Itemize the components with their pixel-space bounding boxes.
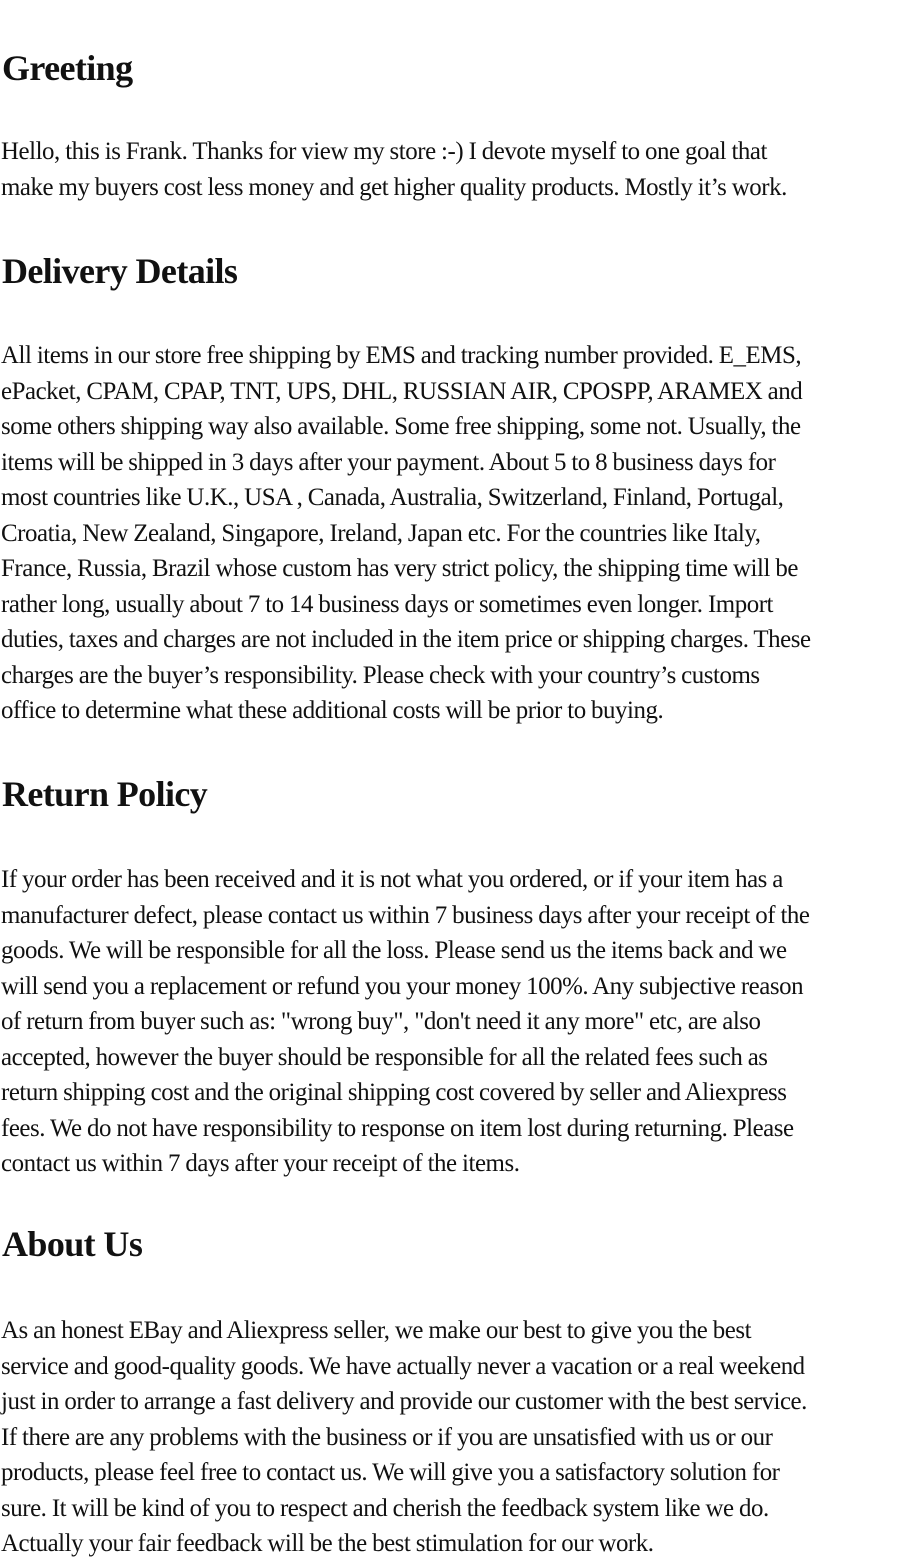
- text-line: just in order to arrange a fast delivery and provide our customer with the best service.: [1, 1388, 807, 1415]
- text-line: ePacket, CPAM, CPAP, TNT, UPS, DHL, RUSSIAN AIR, CPOSPP, ARAMEX and: [1, 377, 803, 405]
- text-line: France, Russia, Brazil whose custom has very strict policy, the shipping time will be: [1, 555, 798, 582]
- text-line: items will be shipped in 3 days after your payment. About 5 to 8 business days for: [1, 448, 776, 476]
- text-line: products, please feel free to contact us. We will give you a satisfactory solution for: [1, 1459, 780, 1486]
- greeting-text: [1, 134, 899, 205]
- return-policy-heading: Return Policy: [2, 774, 208, 814]
- delivery-details-heading: Delivery Details: [2, 251, 238, 291]
- greeting-heading: Greeting: [2, 48, 133, 88]
- text-line: contact us within 7 days after your receipt of the items.: [1, 1150, 520, 1177]
- text-line: make my buyers cost less money and get higher quality products. Mostly it’s work.: [1, 173, 787, 201]
- text-line: will send you a replacement or refund you your money 100%. Any subjective reason: [1, 972, 804, 1000]
- text-line: If your order has been received and it is not what you ordered, or if your item has a: [1, 866, 783, 893]
- text-line: If there are any problems with the business or if you are unsatisfied with us or our: [1, 1423, 773, 1451]
- return-policy-text: [1, 862, 899, 1182]
- about-us-text: [1, 1313, 899, 1562]
- text-line: goods. We will be responsible for all the loss. Please send us the items back and we: [1, 937, 787, 964]
- text-line: service and good-quality goods. We have actually never a vacation or a real weekend: [1, 1352, 805, 1380]
- text-line: accepted, however the buyer should be responsible for all the related fees such as: [1, 1043, 768, 1071]
- text-line: sure. It will be kind of you to respect and cherish the feedback system like we do.: [1, 1494, 769, 1522]
- text-line: most countries like U.K., USA , Canada, Australia, Switzerland, Finland, Portugal,: [1, 484, 784, 511]
- text-line: As an honest EBay and Aliexpress seller, we make our best to give you the best: [1, 1317, 752, 1344]
- text-line: Actually your fair feedback will be the best stimulation for our work.: [1, 1530, 654, 1557]
- text-line: duties, taxes and charges are not included in the item price or shipping charges. These: [1, 626, 811, 653]
- text-line: rather long, usually about 7 to 14 business days or sometimes even longer. Import: [1, 590, 773, 618]
- text-line: charges are the buyer’s responsibility. Please check with your country’s customs: [1, 661, 760, 689]
- about-us-heading: About Us: [2, 1224, 143, 1264]
- text-line: some others shipping way also available. Some free shipping, some not. Usually, the: [1, 413, 801, 440]
- text-line: fees. We do not have responsibility to response on item lost during returning. Please: [1, 1114, 794, 1142]
- delivery-details-text: [1, 338, 899, 729]
- text-line: of return from buyer such as: "wrong buy", "don't need it any more" etc, are also: [1, 1008, 761, 1035]
- text-line: All items in our store free shipping by EMS and tracking number provided. E_EMS,: [1, 342, 802, 369]
- text-line: return shipping cost and the original shipping cost covered by seller and Aliexpress: [1, 1079, 787, 1106]
- text-line: Hello, this is Frank. Thanks for view my store :-) I devote myself to one goal that: [1, 138, 767, 165]
- text-line: manufacturer defect, please contact us within 7 business days after your receipt of the: [1, 901, 810, 929]
- text-line: Croatia, New Zealand, Singapore, Ireland, Japan etc. For the countries like Italy,: [1, 519, 761, 547]
- text-line: office to determine what these additional costs will be prior to buying.: [1, 697, 664, 724]
